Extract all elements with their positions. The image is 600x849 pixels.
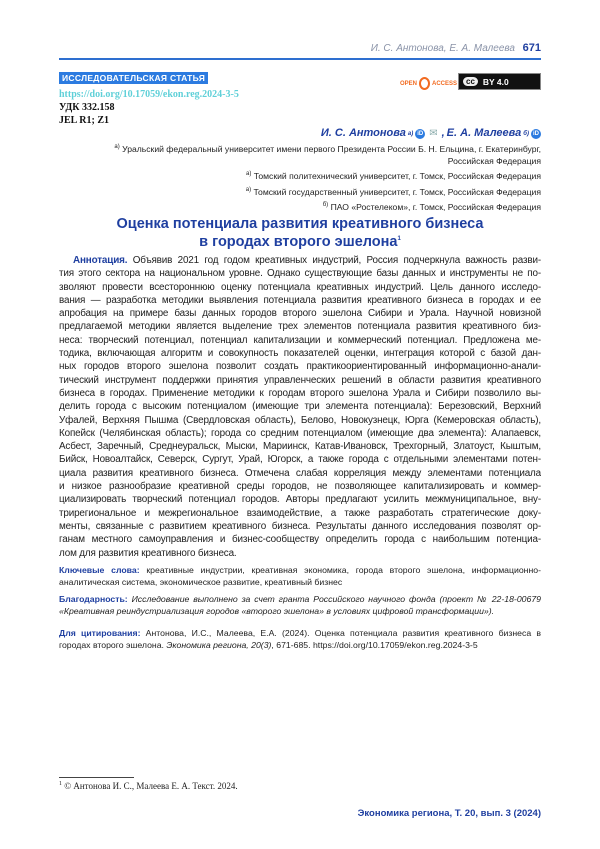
abstract-text: предлагаемой методики является выделение трех элементов потенциала развития креативного биз- bbox=[59, 321, 541, 332]
abstract-line bbox=[59, 507, 541, 520]
footnote-text: © Антонова И. С., Малеева Е. А. Текст. 2024. bbox=[62, 781, 238, 791]
abstract-line bbox=[59, 533, 541, 546]
abstract-text: ганам местного самоуправления и бизнес-сообществу определить города с наибольшим потенциа- bbox=[59, 534, 541, 545]
affiliation-mark: а) bbox=[114, 144, 119, 150]
abstract-line bbox=[59, 453, 541, 466]
open-label: OPEN bbox=[400, 81, 417, 87]
abstract-line bbox=[59, 414, 541, 427]
abstract-line bbox=[59, 334, 541, 347]
affiliation-mark: а) bbox=[246, 171, 251, 177]
abstract-line bbox=[59, 267, 541, 280]
article-type-badge: ИССЛЕДОВАТЕЛЬСКАЯ СТАТЬЯ bbox=[59, 72, 208, 84]
citation-text: Антонова, И.С., Малеева, Е.А. (2024). Оценка потенциала развития креативного бизнеса в городах второго эшелона. bbox=[59, 628, 541, 650]
abstract-text: тодика, включающая алгоритм и совокупность показателей оценки, интеграция которой с базой дан- bbox=[59, 348, 541, 359]
header-divider bbox=[59, 58, 541, 60]
author-2: Е. А. Малеева bbox=[447, 127, 522, 140]
abstract-text: бизнеса в городах. Применение методики к городам второго эшелона Урала и Сибири позволило вы- bbox=[59, 388, 541, 399]
keywords-text: креативные индустрии, креативная экономика, города второго эшелона, информационно-аналитическая система, экономическое развитие, креативный бизнес bbox=[59, 565, 541, 587]
citation-label: Для цитирования: bbox=[59, 628, 140, 638]
abstract-text: делить города с высоким потенциалом (имеющие три элемента потенциала): Березовский, Верхний bbox=[59, 401, 541, 412]
affiliation bbox=[246, 170, 541, 182]
footnote bbox=[59, 781, 238, 791]
abstract-line bbox=[59, 480, 541, 493]
abstract-line bbox=[59, 254, 541, 267]
abstract-text: тический инструмент поддержки принятия управленческих решений в области развития креативного bbox=[59, 375, 541, 386]
abstract-line bbox=[59, 467, 541, 480]
abstract-text: ных городов второго эшелона позволит создать практикоориентированный информационно-анали- bbox=[59, 361, 541, 372]
abstract-text: лом для развития креативного бизнеса. bbox=[59, 548, 237, 559]
access-label: ACCESS bbox=[432, 81, 457, 87]
affiliation-text: Томский политехнический университет, г. Томск, Российская Федерация bbox=[254, 171, 541, 181]
article-title bbox=[0, 215, 600, 251]
author-1: И. С. Антонова bbox=[321, 127, 406, 140]
page-number: 671 bbox=[523, 42, 541, 54]
mail-icon[interactable]: ✉ bbox=[429, 127, 437, 140]
citation bbox=[59, 627, 541, 651]
abstract-line bbox=[59, 347, 541, 360]
abstract-text: зволяют провести всестороннюю оценку потенциала креативных индустрий. Цель данного исследо- bbox=[59, 282, 541, 293]
doi-link[interactable]: https://doi.org/10.17059/ekon.reg.2024-3-5 bbox=[59, 89, 239, 100]
citation-journal: Экономика региона, 20(3) bbox=[166, 640, 271, 650]
affiliation-text: Российская Федерация bbox=[448, 156, 541, 166]
abstract-line bbox=[59, 307, 541, 320]
abstract-line bbox=[59, 493, 541, 506]
acknowledgment bbox=[59, 593, 541, 617]
title-line: Оценка потенциала развития креативного бизнеса bbox=[0, 215, 600, 233]
orcid-icon[interactable]: iD bbox=[415, 129, 425, 139]
affiliation-text: Уральский федеральный университет имени первого Президента России Б. Н. Ельцина, г. Екатеринбург, bbox=[122, 144, 541, 154]
jel-code: JEL R1; Z1 bbox=[59, 115, 109, 126]
abstract-text: Копейск (Челябинская область); города со средним потенциалом (имеющие два элемента): Алапаевск, bbox=[59, 428, 541, 439]
abstract-text: Бийск, Новоалтайск, Северск, Сургут, Урай, Югорск, а также города с отдельными элементами потен- bbox=[59, 454, 541, 465]
abstract-text: тия этого сектора на национальном уровне. Однако существующие базы данных и инструменты не по- bbox=[59, 268, 541, 279]
footnote-number: 1 bbox=[59, 781, 62, 787]
abstract-line bbox=[59, 520, 541, 533]
affiliation-text: Томский государственный университет, г. Томск, Российская Федерация bbox=[253, 187, 541, 197]
journal-footer: Экономика региона, Т. 20, вып. 3 (2024) bbox=[358, 808, 541, 819]
abstract-line bbox=[59, 547, 541, 560]
open-access-logo bbox=[400, 77, 457, 90]
affiliation bbox=[114, 143, 541, 167]
udk-code: УДК 332.158 bbox=[59, 102, 114, 113]
abstract-text: трирегиональное и межрегиональное взаимодействие, а также разработать стратегические доку- bbox=[59, 508, 541, 519]
abstract-text: Уфалей, Верхняя Пышма (Свердловская область), Белово, Новокузнецк, Юрга (Кемеровская область), bbox=[59, 415, 541, 426]
abstract-line bbox=[59, 294, 541, 307]
abstract bbox=[59, 254, 541, 560]
keywords-label: Ключевые слова: bbox=[59, 565, 140, 575]
author-list: И. С. Антонова а) iD ✉ , Е. А. Малеева б) iD bbox=[321, 127, 541, 140]
abstract-label: Аннотация. bbox=[73, 255, 127, 266]
footnote-mark[interactable]: 1 bbox=[397, 236, 400, 242]
affiliation-mark: а) bbox=[246, 187, 251, 193]
abstract-line bbox=[59, 400, 541, 413]
keywords bbox=[59, 564, 541, 588]
open-lock-icon bbox=[419, 77, 430, 90]
affiliation-text: ПАО «Ростелеком», г. Томск, Российская Федерация bbox=[331, 202, 541, 212]
abstract-line bbox=[59, 281, 541, 294]
abstract-text: и низкое разнообразие креативной среды городов, не позволяющее капитализировать и коммер- bbox=[59, 481, 541, 492]
orcid-icon[interactable]: iD bbox=[531, 129, 541, 139]
running-header-authors: И. С. Антонова, Е. А. Малеева bbox=[371, 43, 515, 54]
abstract-text: неса: творческий потенциал, потенциал капитализации и коммерческий потенциал. Предложена ме- bbox=[59, 335, 541, 346]
license-label: BY 4.0 bbox=[483, 77, 509, 87]
affiliation-mark: б) bbox=[323, 202, 328, 208]
affiliation bbox=[246, 186, 541, 198]
abstract-line bbox=[59, 360, 541, 373]
abstract-text: вания — разработка методики выявления потенциала развития креативного бизнеса в городах и ее bbox=[59, 295, 541, 306]
cc-license-badge[interactable] bbox=[458, 73, 541, 90]
abstract-text: апробация на примере базы данных городов второго эшелона Сибири и Урала. Научной новизной bbox=[59, 308, 541, 319]
abstract-line bbox=[59, 320, 541, 333]
footnote-divider bbox=[59, 777, 134, 778]
acknowledgment-text: Исследование выполнено за счет гранта Российского научного фонда (проект № 22-18-00679 «Креативная реиндустриализация городов «второго эшелона» в условиях цифровой трансформации»). bbox=[59, 594, 541, 616]
abstract-text: циализировать творческий потенциал городов. Авторы предлагают усилить межмуниципальное, вну- bbox=[59, 494, 541, 505]
abstract-text: циала развития креативного бизнеса. Отмечена слабая корреляция между элементами потенциала bbox=[59, 468, 541, 479]
affiliation bbox=[323, 201, 541, 213]
abstract-line bbox=[59, 374, 541, 387]
acknowledgment-label: Благодарность: bbox=[59, 594, 128, 604]
citation-text[interactable]: , 671-685. https://doi.org/10.17059/ekon.reg.2024-3-5 bbox=[271, 640, 477, 650]
abstract-text: Асбест, Заречный, Среднеуральск, Мыски, Мариинск, Катав-Ивановск, Трехгорный, Златоуст, Кыштым, bbox=[59, 441, 541, 452]
abstract-line bbox=[59, 387, 541, 400]
abstract-text: Объявив 2021 год годом креативных индустрий, Россия подчеркнула важность разви- bbox=[127, 255, 541, 266]
title-line: в городах второго эшелона bbox=[199, 234, 397, 250]
abstract-text: менты, связанные с развитием креативного бизнеса. Результаты данного исследования позволят ор- bbox=[59, 521, 541, 532]
abstract-line bbox=[59, 427, 541, 440]
abstract-line bbox=[59, 440, 541, 453]
cc-icon: cc bbox=[462, 76, 479, 87]
